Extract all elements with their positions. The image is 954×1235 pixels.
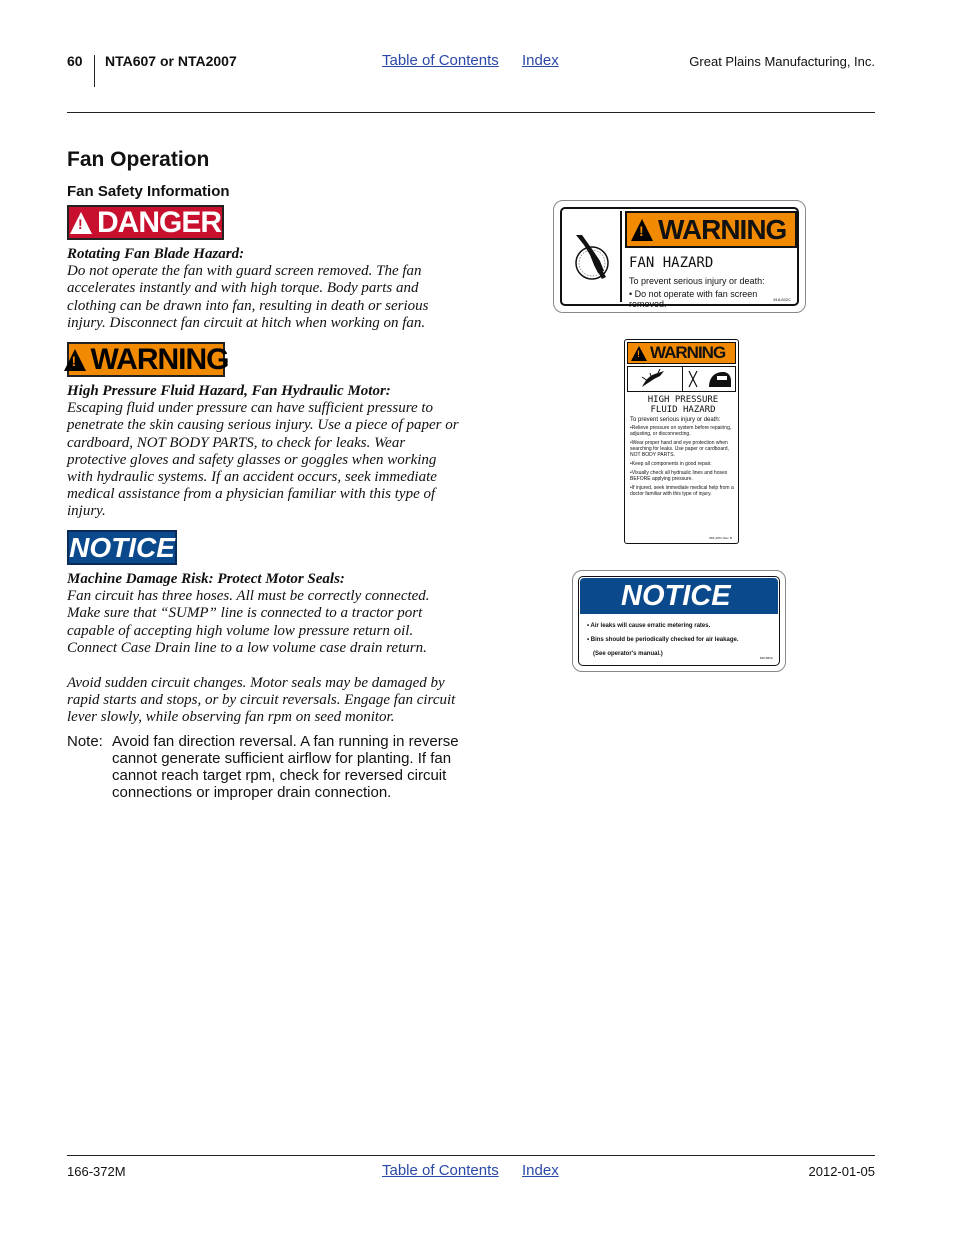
warning-lead: High Pressure Fluid Hazard, Fan Hydraulic Motor:	[67, 383, 391, 399]
alert-triangle-icon: !	[631, 219, 653, 241]
list-item: • Air leaks will cause erratic metering rates.	[587, 623, 711, 629]
notice-text-2: Avoid sudden circuit changes. Motor seals may be damaged by rapid starts and stops, or by circuit reversals. Engage fan circuit lever slowly, while observing fan rpm on seed monitor.	[67, 675, 456, 726]
fluid-decal-text	[630, 417, 735, 500]
fan-decal-code: 818-602C	[773, 297, 791, 302]
notice-lead: Machine Damage Risk: Protect Motor Seals:	[67, 571, 345, 587]
fan-decal-line-2: • Do not operate with fan screen removed.	[629, 289, 758, 309]
fluid-decal-intro: To prevent serious injury or death:	[630, 417, 721, 423]
warning-signal-word: WARNING	[90, 342, 229, 376]
note-text: Avoid fan direction reversal. A fan running in reverse cannot generate sufficient airflow for planting. If fan cannot reach target rpm, check for reversed circuit connections or improper drain connection.	[112, 733, 459, 801]
notice-decal-text	[587, 623, 775, 665]
warning-message	[67, 383, 462, 521]
danger-badge	[67, 205, 224, 240]
note-label: Note:	[67, 733, 103, 750]
notice-badge	[67, 530, 177, 565]
footer-index-link[interactable]: Index	[522, 1162, 559, 1179]
warning-text: Escaping fluid under pressure can have sufficient pressure to penetrate the skin causing serious injury. Use a piece of paper or cardboard, NOT BODY PARTS, to check for leaks. Wear protective gloves and safety glasses or goggles when working with hydraulic systems. If an accident occurs, seek immediate medical assistance from a physician familiar with this type of injury.	[67, 400, 459, 520]
danger-lead: Rotating Fan Blade Hazard:	[67, 246, 245, 262]
list-item: (See operator's manual.)	[593, 651, 663, 657]
list-item: •Visually check all hydraulic lines and hoses BEFORE applying pressure.	[630, 470, 728, 482]
fluid-hazard-decal	[624, 339, 739, 544]
alert-triangle-icon: !	[70, 212, 92, 234]
notice-decal-code: 818-584C	[759, 656, 773, 660]
fan-entanglement-pictogram-icon	[564, 211, 622, 302]
alert-triangle-icon: !	[64, 349, 86, 371]
publication-date: 2012-01-05	[808, 1164, 875, 1179]
danger-message	[67, 246, 462, 332]
notice-signal-word: NOTICE	[69, 531, 175, 563]
fluid-decal-signal: WARNING	[650, 343, 726, 362]
fluid-decal-title: HIGH PRESSURE FLUID HAZARD	[647, 395, 719, 415]
fluid-decal-header	[627, 342, 736, 364]
header-divider	[94, 55, 95, 87]
page-number: 60	[67, 53, 83, 69]
model-title: NTA607 or NTA2007	[105, 53, 237, 69]
header-toc-link[interactable]: Table of Contents	[382, 52, 499, 69]
list-item: •Wear proper hand and eye protection when searching for leaks. Use paper or cardboard, NOT BODY PARTS.	[630, 440, 729, 458]
company-name: Great Plains Manufacturing, Inc.	[689, 54, 875, 69]
protective-gear-pictogram-icon	[683, 367, 737, 391]
footer-rule	[67, 1155, 875, 1156]
fan-decal-line-1: To prevent serious injury or death:	[629, 276, 765, 286]
notice-decal-header: NOTICE	[580, 578, 778, 614]
header-rule	[67, 112, 875, 113]
note-block	[67, 733, 462, 801]
notice-message	[67, 571, 462, 657]
danger-text: Do not operate the fan with guard screen removed. The fan accelerates instantly and with high torque. Body parts and clothing can be drawn into fan, resulting in death or serious injury. Disconnect fan circuit at hitch when working on fan.	[67, 263, 429, 331]
fan-hazard-decal	[553, 200, 806, 313]
warning-badge	[67, 342, 229, 377]
section-title: Fan Operation	[67, 148, 210, 171]
fan-decal-title: FAN HAZARD	[629, 255, 714, 271]
danger-signal-word: DANGER	[96, 205, 221, 239]
header-index-link[interactable]: Index	[522, 52, 559, 69]
fluid-injection-pictogram-icon	[628, 367, 683, 391]
air-leak-notice-decal	[572, 570, 786, 672]
list-item: •Relieve pressure on system before repairing, adjusting, or disconnecting.	[630, 425, 732, 437]
section-subtitle: Fan Safety Information	[67, 183, 230, 200]
fan-decal-signal: WARNING	[658, 213, 787, 245]
list-item: •Keep all components in good repair.	[630, 461, 712, 467]
fluid-decal-code: 818-437C Rev. B	[709, 536, 732, 540]
list-item: • Bins should be periodically checked for air leakage.	[587, 637, 739, 643]
footer-toc-link[interactable]: Table of Contents	[382, 1162, 499, 1179]
fan-decal-header	[625, 211, 797, 248]
document-number: 166-372M	[67, 1164, 126, 1179]
notice-text: Fan circuit has three hoses. All must be correctly connected. Make sure that “SUMP” line is connected to a tractor port capable of accepting high volume low pressure return oil. Connect Case Drain line to a low volume case drain return.	[67, 588, 430, 656]
alert-triangle-icon: !	[631, 346, 647, 361]
list-item: •If injured, seek immediate medical help from a doctor familiar with this type of injury.	[630, 485, 734, 497]
